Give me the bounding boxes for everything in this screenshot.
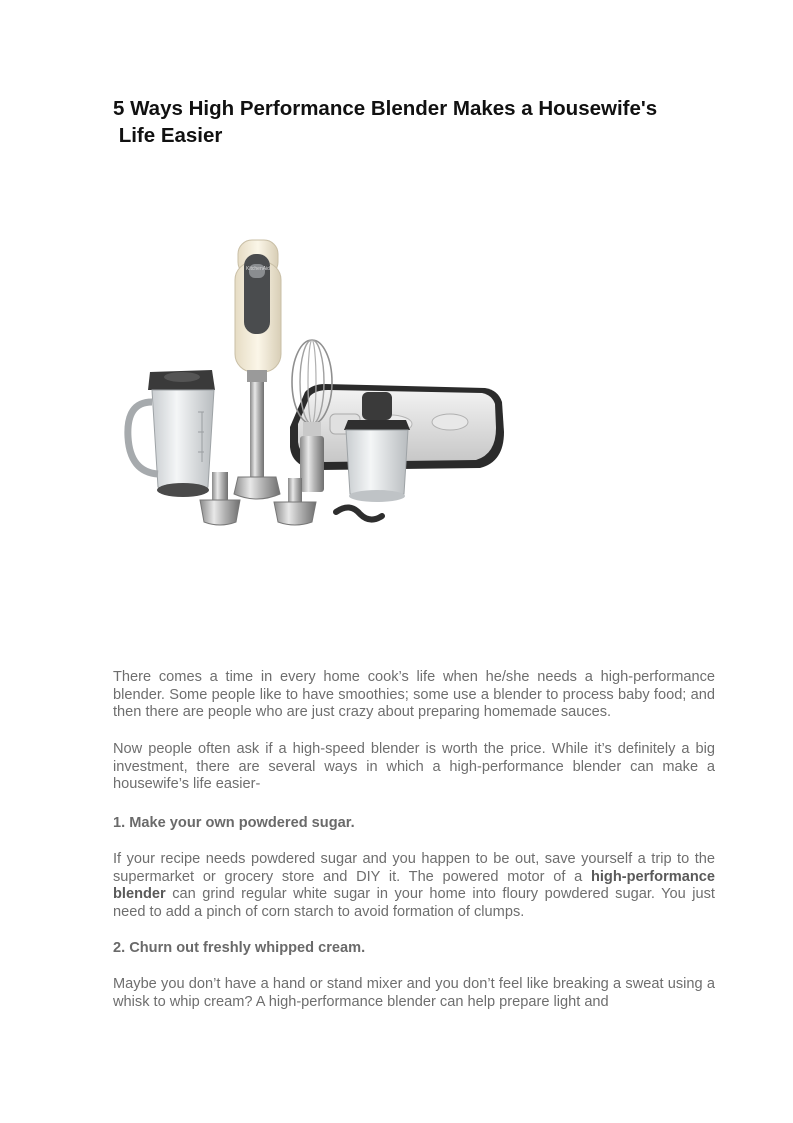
paragraph-powdered-sugar-part2: can grind regular white sugar in your home into floury powdered sugar. You just need to add a pinch of corn starch to avoid formation of clumps. xyxy=(113,886,715,920)
title-line-1: 5 Ways High Performance Blender Makes a Housewife's xyxy=(113,97,658,120)
page-title xyxy=(113,95,733,149)
paragraph-worth-price: Now people often ask if a high-speed blender is worth the price. While it’s definitely a big investment, there are several ways in which a high-performance blender can make a housewife’s life easier- xyxy=(113,741,715,792)
blending-pitcher xyxy=(128,370,215,497)
paragraph-powdered-sugar-part1: If your recipe needs powdered sugar and you happen to be out, save yourself a trip to the supermarket or grocery store and DIY it. The powered motor of a xyxy=(113,851,715,885)
paragraph-powdered-sugar xyxy=(113,851,715,921)
brand-logo-text: KitchenAid xyxy=(246,266,270,272)
paragraph-whipped-cream: Maybe you don’t have a hand or stand mixer and you don’t feel like breaking a sweat using a whisk to whip cream? A high-performance blender can help prepare light and xyxy=(113,976,715,1010)
heading-whipped-cream: 2. Churn out freshly whipped cream. xyxy=(113,940,366,956)
paragraph-intro: There comes a time in every home cook’s life when he/she needs a high-performance blender. Some people like to have smoothies; some use a blender to process baby food; and then there are people who are just crazy about preparing homemade sauces. xyxy=(113,669,715,720)
hand-blender xyxy=(234,240,281,499)
heading-powdered-sugar: 1. Make your own powdered sugar. xyxy=(113,815,355,831)
hand-blender-set-image xyxy=(120,232,510,532)
title-line-2: Life Easier xyxy=(113,124,223,147)
high-performance-blender-link[interactable]: high-performance blender xyxy=(113,868,715,902)
